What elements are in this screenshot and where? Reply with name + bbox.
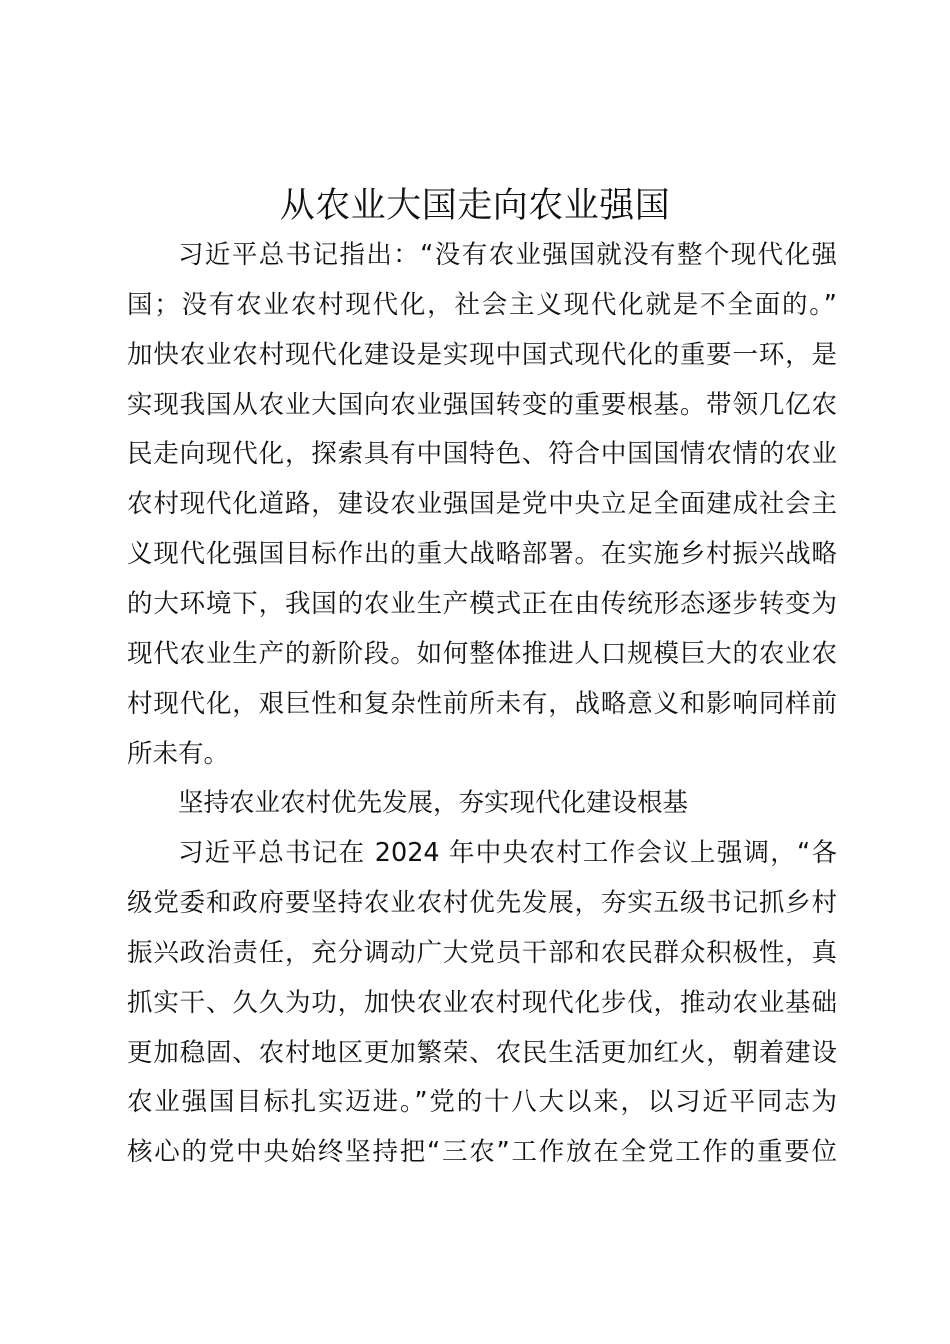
paragraph-3-line-3: 振兴政治责任，充分调动广大党员干部和农民群众积极性，真 — [127, 938, 837, 968]
paragraph-3-line-2: 级党委和政府要坚持农业农村优先发展，夯实五级书记抓乡村 — [127, 888, 837, 918]
paragraph-1-line-9: 现代农业生产的新阶段。如何整体推进人口规模巨大的农业农 — [127, 639, 837, 669]
paragraph-3-line-7: 核心的党中央始终坚持把“三农”工作放在全党工作的重要位 — [127, 1137, 837, 1167]
paragraph-1-line-11: 所未有。 — [127, 739, 230, 769]
paragraph-1-line-1: 习近平总书记指出：“没有农业强国就没有整个现代化强 — [178, 240, 837, 270]
paragraph-1-line-6: 农村现代化道路，建设农业强国是党中央立足全面建成社会主 — [127, 489, 837, 519]
paragraph-1-line-7: 义现代化强国目标作出的重大战略部署。在实施乡村振兴战略 — [127, 539, 837, 569]
paragraph-1-line-10: 村现代化，艰巨性和复杂性前所未有，战略意义和影响同样前 — [127, 689, 837, 719]
paragraph-1-line-5: 民走向现代化，探索具有中国特色、符合中国国情农情的农业 — [127, 439, 837, 469]
paragraph-1-line-4: 实现我国从农业大国向农业强国转变的重要根基。带领几亿农 — [127, 390, 837, 420]
document-title: 从农业大国走向农业强国 — [279, 186, 671, 226]
paragraph-3-line-4: 抓实干、久久为功，加快农业农村现代化步伐，推动农业基础 — [127, 988, 837, 1018]
paragraph-3-line-1: 习近平总书记在 2024 年中央农村工作会议上强调，“各 — [178, 838, 837, 868]
paragraph-1-line-3: 加快农业农村现代化建设是实现中国式现代化的重要一环，是 — [127, 340, 837, 370]
paragraph-3-line-6: 农业强国目标扎实迈进。”党的十八大以来，以习近平同志为 — [127, 1087, 837, 1117]
paragraph-1-line-2: 国；没有农业农村现代化，社会主义现代化就是不全面的。” — [127, 290, 837, 320]
paragraph-3-line-5: 更加稳固、农村地区更加繁荣、农民生活更加红火，朝着建设 — [127, 1038, 837, 1068]
paragraph-1-line-8: 的大环境下，我国的农业生产模式正在由传统形态逐步转变为 — [127, 589, 837, 619]
section-heading: 坚持农业农村优先发展，夯实现代化建设根基 — [178, 788, 689, 818]
